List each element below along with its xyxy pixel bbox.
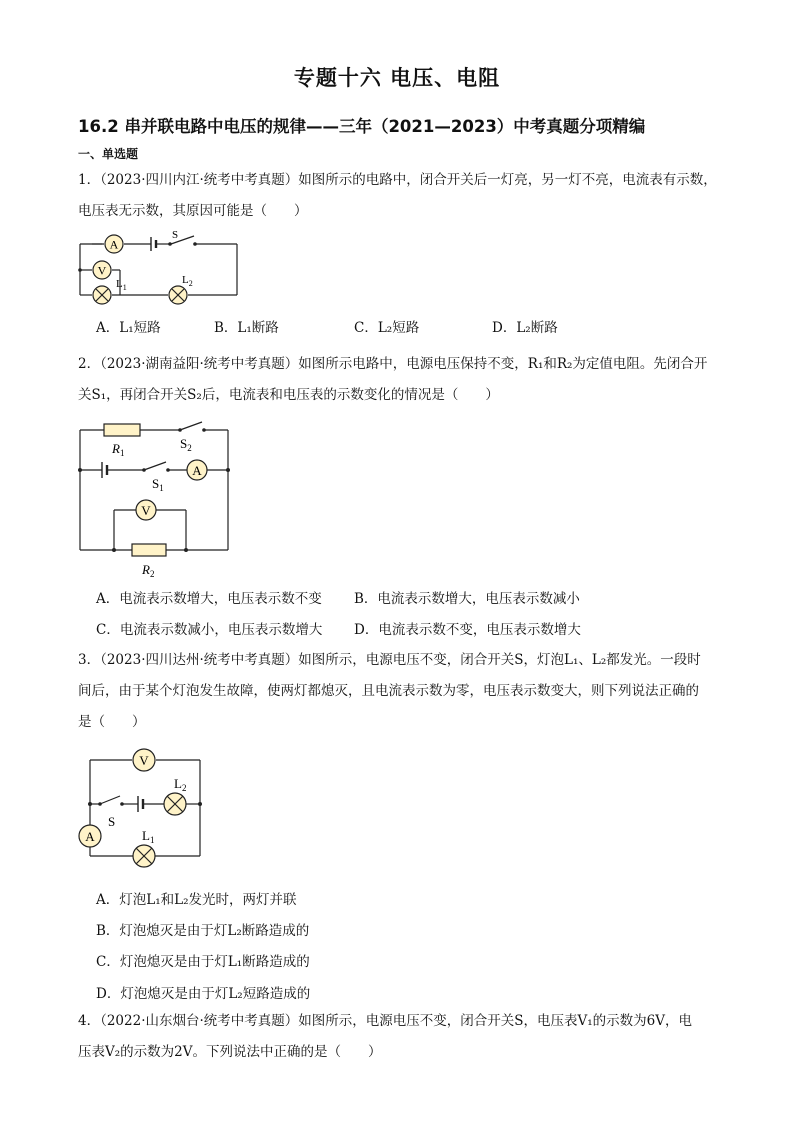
question-1-stem-line2: 电压表无示数，其原因可能是（ ） xyxy=(78,203,308,219)
question-2-options-row2 xyxy=(96,618,581,638)
q1-option-d[interactable]: D．L₂断路 xyxy=(492,320,558,336)
q1-ammeter-label: A xyxy=(109,237,119,252)
question-1 xyxy=(78,165,728,227)
q3-option-c[interactable]: C．灯泡熄灭是由于灯L₁断路造成的 xyxy=(96,954,310,970)
question-2-stem-line2: 关S₁，再闭合开关S₂后，电流表和电压表的示数变化的情况是（ ） xyxy=(78,387,499,403)
question-2-options-row1 xyxy=(96,587,580,607)
question-3-stem-line2: 间后，由于某个灯泡发生故障，使两灯都熄灭，且电流表示数为零，电压表示数变大，则下列说法正确的 xyxy=(78,683,699,699)
q1-option-b[interactable]: B．L₁断路 xyxy=(214,320,279,336)
question-2-stem-line1: 2．（2023·湖南益阳·统考中考真题）如图所示电路中，电源电压保持不变，R₁和R₂为定值电阻。先闭合开 xyxy=(78,356,708,372)
page-title: 专题十六 电压、电阻 xyxy=(293,66,501,90)
q1-lamp-l1-label: $L_1$ xyxy=(116,278,127,292)
q1-lamp-l2-label: $L_2$ xyxy=(182,274,193,288)
section-heading: 一、单选题 xyxy=(78,147,139,161)
q1-option-a[interactable]: A．L₁短路 xyxy=(96,320,161,336)
q3-option-d[interactable]: D．灯泡熄灭是由于灯L₂短路造成的 xyxy=(96,986,311,1002)
q3-lamp-l1-label: $L_1$ xyxy=(142,828,155,845)
q1-voltmeter-label: V xyxy=(97,263,107,278)
q2-r2-label: $R_2$ xyxy=(142,562,155,578)
question-2-circuit-figure xyxy=(76,418,236,578)
question-4-stem-line2: 压表V₂的示数为2V。下列说法中正确的是（ ） xyxy=(78,1044,382,1060)
q2-s1-label: $S_1$ xyxy=(152,476,164,493)
question-1-options xyxy=(96,316,558,336)
question-3-stem-line1: 3．（2023·四川达州·统考中考真题）如图所示，电源电压不变，闭合开关S，灯泡L₁、L₂都发光。一段时 xyxy=(78,652,701,668)
q2-ammeter-label: A xyxy=(192,463,202,478)
question-3-stem-line3: 是（ ） xyxy=(78,714,146,730)
q2-r1-label: $R_1$ xyxy=(112,441,125,458)
q2-voltmeter-label: V xyxy=(141,503,151,518)
q3-lamp-l2-label: $L_2$ xyxy=(174,776,187,793)
page-subtitle: 16.2 串并联电路中电压的规律——三年（2021—2023）中考真题分项精编 xyxy=(78,117,646,136)
question-3 xyxy=(78,645,728,738)
q1-option-c[interactable]: C．L₂短路 xyxy=(354,320,420,336)
question-1-stem-line1: 1．（2023·四川内江·统考中考真题）如图所示的电路中，闭合开关后一灯亮，另一灯不亮，电流表有示数， xyxy=(78,172,717,188)
question-3-circuit-figure xyxy=(76,746,216,870)
question-1-circuit-figure xyxy=(76,230,246,306)
q3-option-a[interactable]: A．灯泡L₁和L₂发光时，两灯并联 xyxy=(96,892,297,908)
question-4-stem-line1: 4．（2022·山东烟台·统考中考真题）如图所示，电源电压不变，闭合开关S，电压表V₁的示数为6V，电 xyxy=(78,1013,693,1029)
q2-option-a[interactable]: A．电流表示数增大，电压表示数不变 xyxy=(96,591,322,607)
q2-s2-label: $S_2$ xyxy=(180,436,192,453)
question-2 xyxy=(78,349,728,411)
question-4 xyxy=(78,1006,728,1068)
q3-option-b[interactable]: B．灯泡熄灭是由于灯L₂断路造成的 xyxy=(96,923,310,939)
q2-option-d[interactable]: D．电流表示数不变，电压表示数增大 xyxy=(354,622,581,638)
q2-option-c[interactable]: C．电流表示数减小，电压表示数增大 xyxy=(96,622,323,638)
q3-switch-label: S xyxy=(108,814,116,829)
q1-switch-label: S xyxy=(172,230,179,241)
q3-ammeter-label: A xyxy=(85,829,95,844)
q3-voltmeter-label: V xyxy=(139,753,149,768)
q2-option-b[interactable]: B．电流表示数增大，电压表示数减小 xyxy=(354,591,580,607)
